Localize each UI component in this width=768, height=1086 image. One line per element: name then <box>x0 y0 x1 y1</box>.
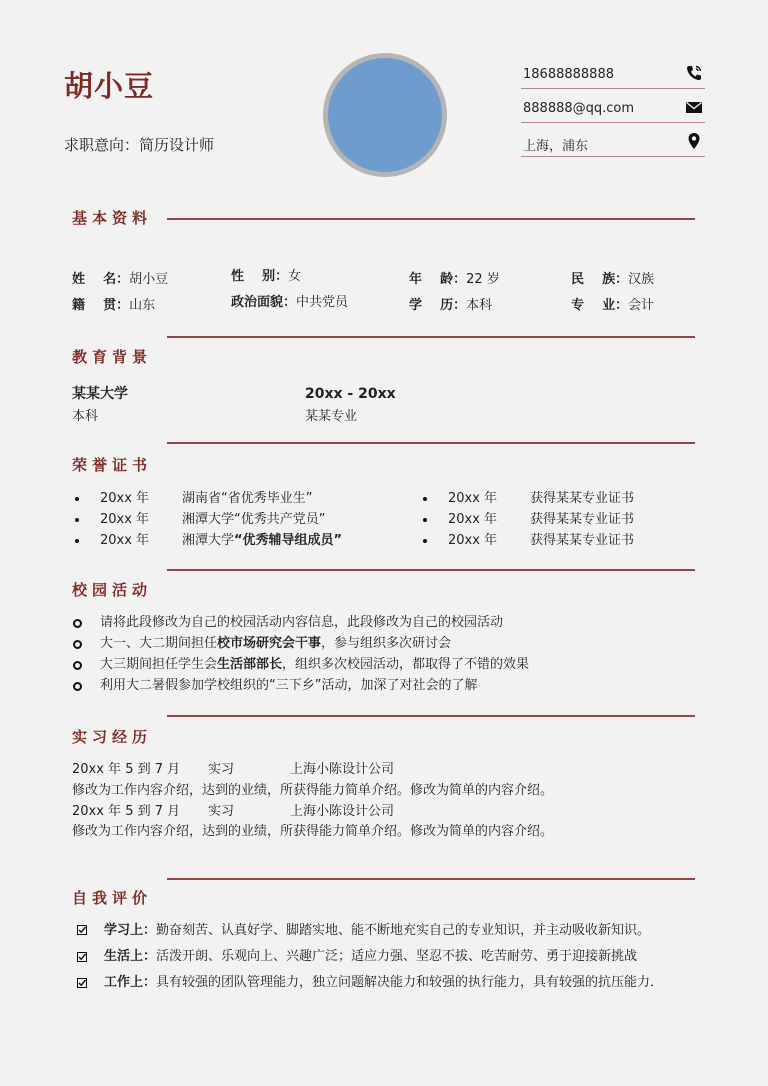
job-intent: 求职意向：简历设计师 <box>64 136 215 154</box>
location-row <box>521 122 705 157</box>
bullet-dot <box>75 518 79 522</box>
bullet-dot <box>423 539 427 543</box>
field-gender: 性 别：女 <box>231 269 302 284</box>
self-item: 学习上：勤奋刻苦、认真好学、脚踏实地、能不断地充实自己的专业知识，并主动吸收新知识。 <box>104 923 651 938</box>
bullet-dot <box>423 518 427 522</box>
field-political: 政治面貌：中共党员 <box>231 295 349 310</box>
section-divider <box>167 442 695 444</box>
honor-text: 湖南省“省优秀毕业生” <box>182 491 313 506</box>
section-divider <box>167 569 695 571</box>
intern-desc: 修改为工作内容介绍，达到的业绩，所获得能力简单介绍。修改为简单的内容介绍。 <box>72 824 554 839</box>
map-pin-icon <box>685 132 703 150</box>
email-address: 888888@qq.com <box>523 101 635 116</box>
education-major: 某某专业 <box>305 409 358 424</box>
intern-role: 实习 <box>208 762 235 777</box>
bullet-dot <box>75 497 79 501</box>
section-title-education: 教育背景 <box>72 348 153 366</box>
campus-item: 大一、大二期间担任校市场研究会干事，参与组织多次研讨会 <box>100 636 452 651</box>
intern-company: 上海小陈设计公司 <box>290 804 395 819</box>
field-name: 姓 名：胡小豆 <box>72 272 169 287</box>
honor-year: 20xx 年 <box>100 512 150 527</box>
honor-text: 湘潭大学“优秀共产党员” <box>182 512 326 527</box>
field-major: 专 业：会计 <box>571 298 655 313</box>
honor-text: 获得某某专业证书 <box>530 491 635 506</box>
education-degree: 本科 <box>72 409 99 424</box>
education-period: 20xx - 20xx <box>305 386 396 402</box>
intern-date: 20xx 年 5 到 7 月 <box>72 762 181 777</box>
field-degree: 学 历：本科 <box>409 298 493 313</box>
honor-year: 20xx 年 <box>448 512 498 527</box>
bullet-dot <box>75 539 79 543</box>
section-divider <box>167 336 695 338</box>
section-divider <box>167 715 695 717</box>
honor-text: 获得某某专业证书 <box>530 533 635 548</box>
self-item: 生活上：活泼开朗、乐观向上、兴趣广泛；适应力强、坚忍不拔、吃苦耐劳、勇于迎接新挑战 <box>104 949 638 964</box>
section-divider <box>167 878 695 880</box>
self-item: 工作上：具有较强的团队管理能力，独立问题解决能力和较强的执行能力，具有较强的抗压能力． <box>104 975 664 990</box>
phone-row <box>521 54 705 89</box>
field-ethnicity: 民 族：汉族 <box>571 272 655 287</box>
location-text: 上海，浦东 <box>523 139 589 154</box>
circle-bullet <box>73 619 82 628</box>
checkbox-icon <box>77 952 87 962</box>
campus-item: 请将此段修改为自己的校园活动内容信息，此段修改为自己的校园活动 <box>100 615 504 630</box>
section-title-self: 自我评价 <box>72 889 153 907</box>
resume-name: 胡小豆 <box>64 69 155 103</box>
field-hometown: 籍 贯：山东 <box>72 298 156 313</box>
intern-desc: 修改为工作内容介绍，达到的业绩，所获得能力简单介绍。修改为简单的内容介绍。 <box>72 783 554 798</box>
field-age: 年 龄：22 岁 <box>409 272 500 287</box>
campus-item: 利用大二暑假参加学校组织的“三下乡”活动，加深了对社会的了解 <box>100 678 478 693</box>
school-name: 某某大学 <box>72 386 128 402</box>
circle-bullet <box>73 682 82 691</box>
envelope-icon <box>685 98 703 116</box>
bullet-dot <box>423 497 427 501</box>
phone-number: 18688888888 <box>523 67 614 82</box>
section-divider <box>167 218 695 220</box>
phone-icon <box>685 64 703 82</box>
honor-year: 20xx 年 <box>100 533 150 548</box>
intern-role: 实习 <box>208 804 235 819</box>
intern-company: 上海小陈设计公司 <box>290 762 395 777</box>
honor-year: 20xx 年 <box>448 491 498 506</box>
honor-text: 湘潭大学“优秀辅导组成员” <box>182 533 343 548</box>
checkbox-icon <box>77 978 87 988</box>
section-title-campus: 校园活动 <box>72 581 153 599</box>
circle-bullet <box>73 640 82 649</box>
circle-bullet <box>73 661 82 670</box>
email-row <box>521 88 705 123</box>
intern-date: 20xx 年 5 到 7 月 <box>72 804 181 819</box>
checkbox-icon <box>77 925 87 935</box>
honor-year: 20xx 年 <box>100 491 150 506</box>
section-title-honors: 荣誉证书 <box>72 456 153 474</box>
avatar <box>323 53 447 177</box>
honor-text: 获得某某专业证书 <box>530 512 635 527</box>
campus-item: 大三期间担任学生会生活部部长，组织多次校园活动，都取得了不错的效果 <box>100 657 530 672</box>
section-title-internship: 实习经历 <box>72 728 153 746</box>
section-title-basic: 基本资料 <box>72 209 153 227</box>
honor-year: 20xx 年 <box>448 533 498 548</box>
